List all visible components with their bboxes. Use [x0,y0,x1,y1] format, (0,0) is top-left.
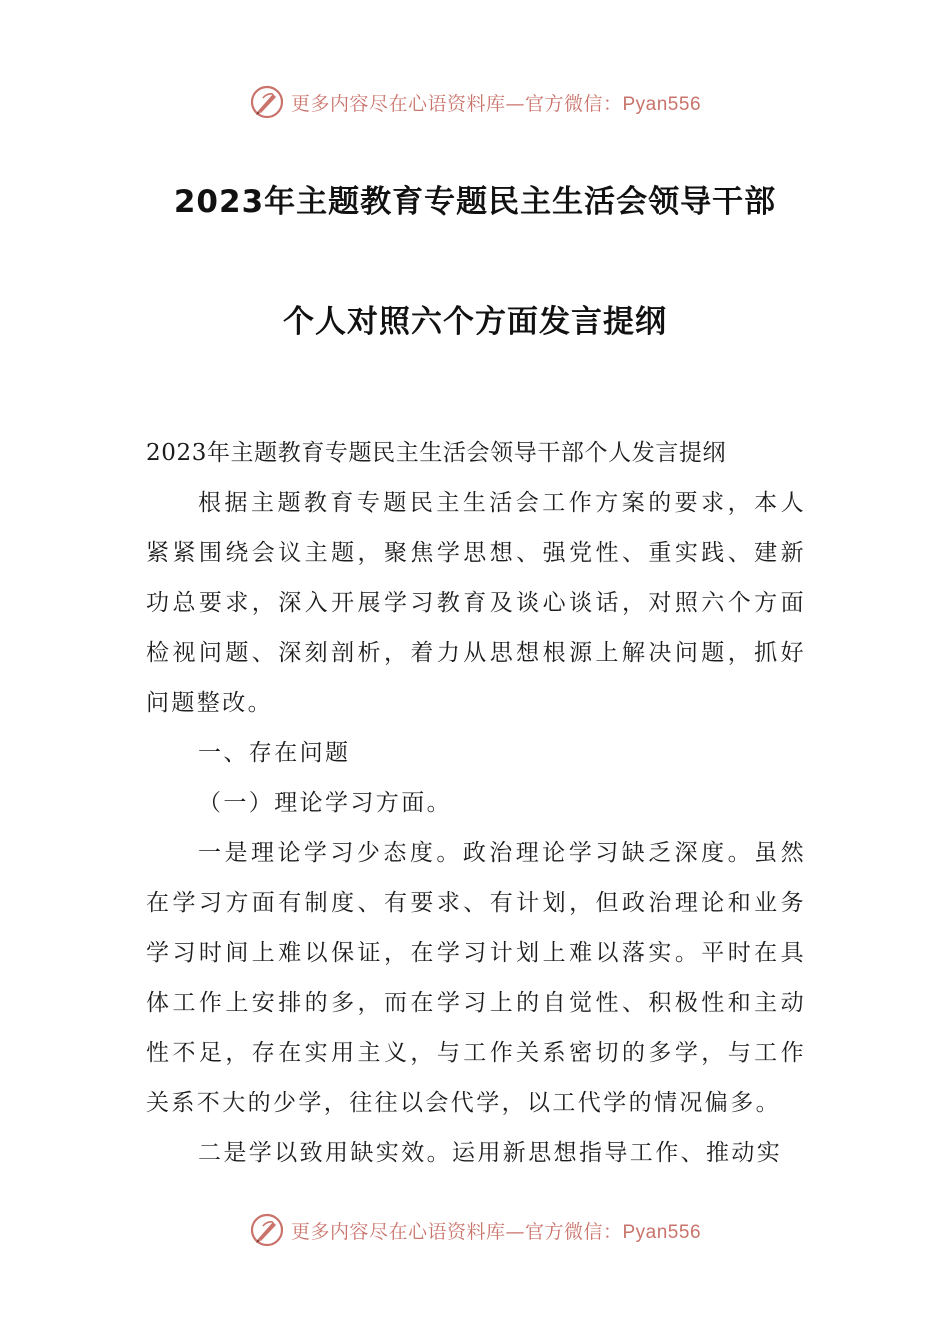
watermark-text: 更多内容尽在心语资料库—官方微信：Pyan556 [290,92,702,115]
watermark-account: Pyan556 [622,93,702,115]
section-heading-1: 一、存在问题 [198,740,351,766]
watermark-banner-bottom [0,1210,950,1250]
body-subtitle: 2023年主题教育专题民主生活会领导干部个人发言提纲 [146,440,727,466]
document-body [146,428,806,1178]
subsection-heading-1: （一）理论学习方面。 [198,790,452,816]
pen-circle-logo-icon [249,1212,285,1248]
document-title-line-2: 个人对照六个方面发言提纲 [283,304,667,340]
pen-circle-logo-icon [249,84,285,120]
point-paragraph-1: 一是理论学习少态度。政治理论学习缺乏深度。虽然在学习方面有制度、有要求、有计划，但政治理论和业务学习时间上难以保证，在学习计划上难以落实。平时在具体工作上安排的多，而在学习上的自觉性、积极性和主动性不足，存在实用主义，与工作关系密切的多学，与工作关系不大的少学，往往以会代学，以工代学的情况偏多。 [146,840,806,1116]
watermark-banner-top [0,82,950,122]
watermark-text: 更多内容尽在心语资料库—官方微信：Pyan556 [290,1220,702,1243]
document-title-line-1: 2023年主题教育专题民主生活会领导干部 [173,184,777,220]
intro-paragraph: 根据主题教育专题民主生活会工作方案的要求，本人紧紧围绕会议主题，聚焦学思想、强党性、重实践、建新功总要求，深入开展学习教育及谈心谈话，对照六个方面检视问题、深刻剖析，着力从思想根源上解决问题，抓好问题整改。 [146,490,806,716]
point-paragraph-2: 二是学以致用缺实效。运用新思想指导工作、推动实 [198,1140,783,1166]
watermark-account: Pyan556 [622,1221,702,1243]
